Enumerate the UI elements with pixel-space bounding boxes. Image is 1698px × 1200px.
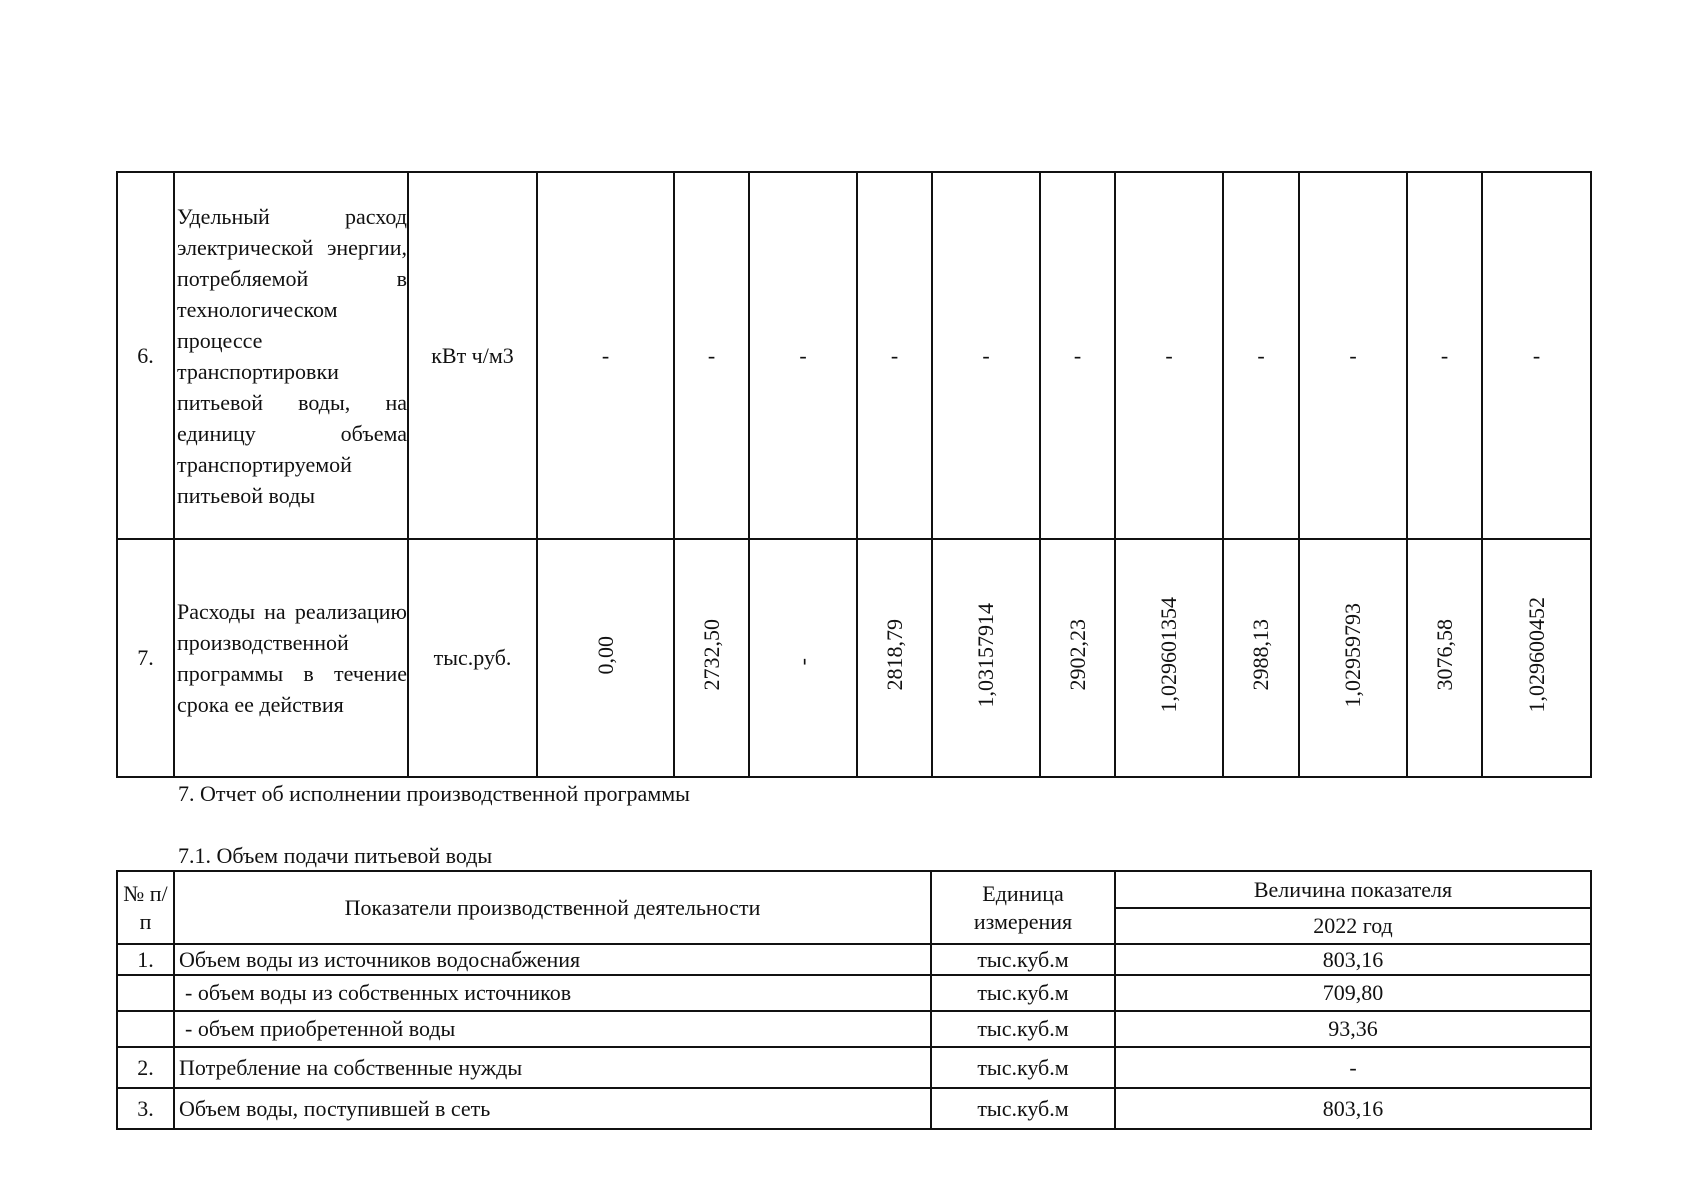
value-cell: 93,36 xyxy=(1115,1011,1591,1047)
table-row xyxy=(117,975,1591,1011)
unit-cell: тыс.руб. xyxy=(408,539,537,777)
value-cell xyxy=(857,539,932,777)
value-cell: - xyxy=(1115,172,1223,539)
indicator-name: - объем приобретенной воды xyxy=(174,1011,931,1047)
unit-cell: тыс.куб.м xyxy=(931,944,1115,975)
row-number xyxy=(117,975,174,1011)
section-title: 7. Отчет об исполнении производственной программы xyxy=(178,781,690,806)
value-cell: - xyxy=(1223,172,1299,539)
row-number xyxy=(117,1011,174,1047)
value-cell: - xyxy=(537,172,674,539)
value-cell: 803,16 xyxy=(1115,1088,1591,1129)
row-number: 6. xyxy=(117,172,174,539)
value-cell: - xyxy=(857,172,932,539)
value-text: 2902,23 xyxy=(1064,619,1090,691)
value-cell xyxy=(1482,539,1591,777)
table-row xyxy=(117,172,1591,539)
indicator-name: Расходы на реализацию производственной программы в течение срока ее действия xyxy=(174,539,408,777)
header-number: № п/п xyxy=(117,871,174,944)
table-row xyxy=(117,1047,1591,1088)
subsection-title: 7.1. Объем подачи питьевой воды xyxy=(178,843,493,868)
value-cell: - xyxy=(674,172,749,539)
value-text: 2818,79 xyxy=(881,619,907,691)
header-unit: Единица измерения xyxy=(931,871,1115,944)
row-number: 2. xyxy=(117,1047,174,1088)
value-text: 2732,50 xyxy=(698,619,724,691)
row-number: 1. xyxy=(117,944,174,975)
header-row xyxy=(117,871,1591,908)
value-cell xyxy=(1040,539,1115,777)
value-cell xyxy=(1407,539,1482,777)
value-text: 0,00 xyxy=(592,635,618,675)
value-cell: - xyxy=(1482,172,1591,539)
unit-cell: тыс.куб.м xyxy=(931,975,1115,1011)
unit-cell: тыс.куб.м xyxy=(931,1047,1115,1088)
value-text: 2988,13 xyxy=(1248,619,1273,691)
header-year: 2022 год xyxy=(1115,908,1591,944)
value-text: 1,03157914 xyxy=(973,602,998,708)
value-cell: - xyxy=(1407,172,1482,539)
value-text: 3076,58 xyxy=(1431,619,1457,691)
indicator-name: - объем воды из собственных источников xyxy=(174,975,931,1011)
value-cell: 803,16 xyxy=(1115,944,1591,975)
indicator-name: Объем воды, поступившей в сеть xyxy=(174,1088,931,1129)
value-cell: - xyxy=(932,172,1040,539)
value-text: 1,029601354 xyxy=(1156,597,1181,713)
unit-cell: тыс.куб.м xyxy=(931,1088,1115,1129)
value-cell xyxy=(674,539,749,777)
value-text: 1,02959793 xyxy=(1340,602,1365,708)
table-row xyxy=(117,1088,1591,1129)
value-cell: - xyxy=(1040,172,1115,539)
header-indicator: Показатели производственной деятельности xyxy=(174,871,931,944)
value-cell: - xyxy=(749,172,857,539)
water-supply-volume-table xyxy=(116,870,1592,1130)
indicator-name: Удельный расход электрической энергии, потребляемой в технологическом процессе транспортировки питьевой воды, на единицу объема транспортируемой питьевой воды xyxy=(174,172,408,539)
value-cell xyxy=(932,539,1040,777)
value-cell: - xyxy=(1115,1047,1591,1088)
value-cell: - xyxy=(1299,172,1407,539)
value-cell xyxy=(1223,539,1299,777)
value-text: - xyxy=(790,657,815,665)
indicator-name: Объем воды из источников водоснабжения xyxy=(174,944,931,975)
value-cell xyxy=(1299,539,1407,777)
value-cell xyxy=(537,539,674,777)
unit-cell: тыс.куб.м xyxy=(931,1011,1115,1047)
production-indicators-table xyxy=(116,171,1592,778)
row-number: 7. xyxy=(117,539,174,777)
value-cell: 709,80 xyxy=(1115,975,1591,1011)
value-text: 1,029600452 xyxy=(1523,597,1549,713)
row-number: 3. xyxy=(117,1088,174,1129)
value-cell xyxy=(749,539,857,777)
unit-cell: кВт ч/м3 xyxy=(408,172,537,539)
table-row xyxy=(117,539,1591,777)
table-row xyxy=(117,1011,1591,1047)
value-cell xyxy=(1115,539,1223,777)
header-value-group: Величина показателя xyxy=(1115,871,1591,908)
table-row xyxy=(117,944,1591,975)
indicator-name: Потребление на собственные нужды xyxy=(174,1047,931,1088)
